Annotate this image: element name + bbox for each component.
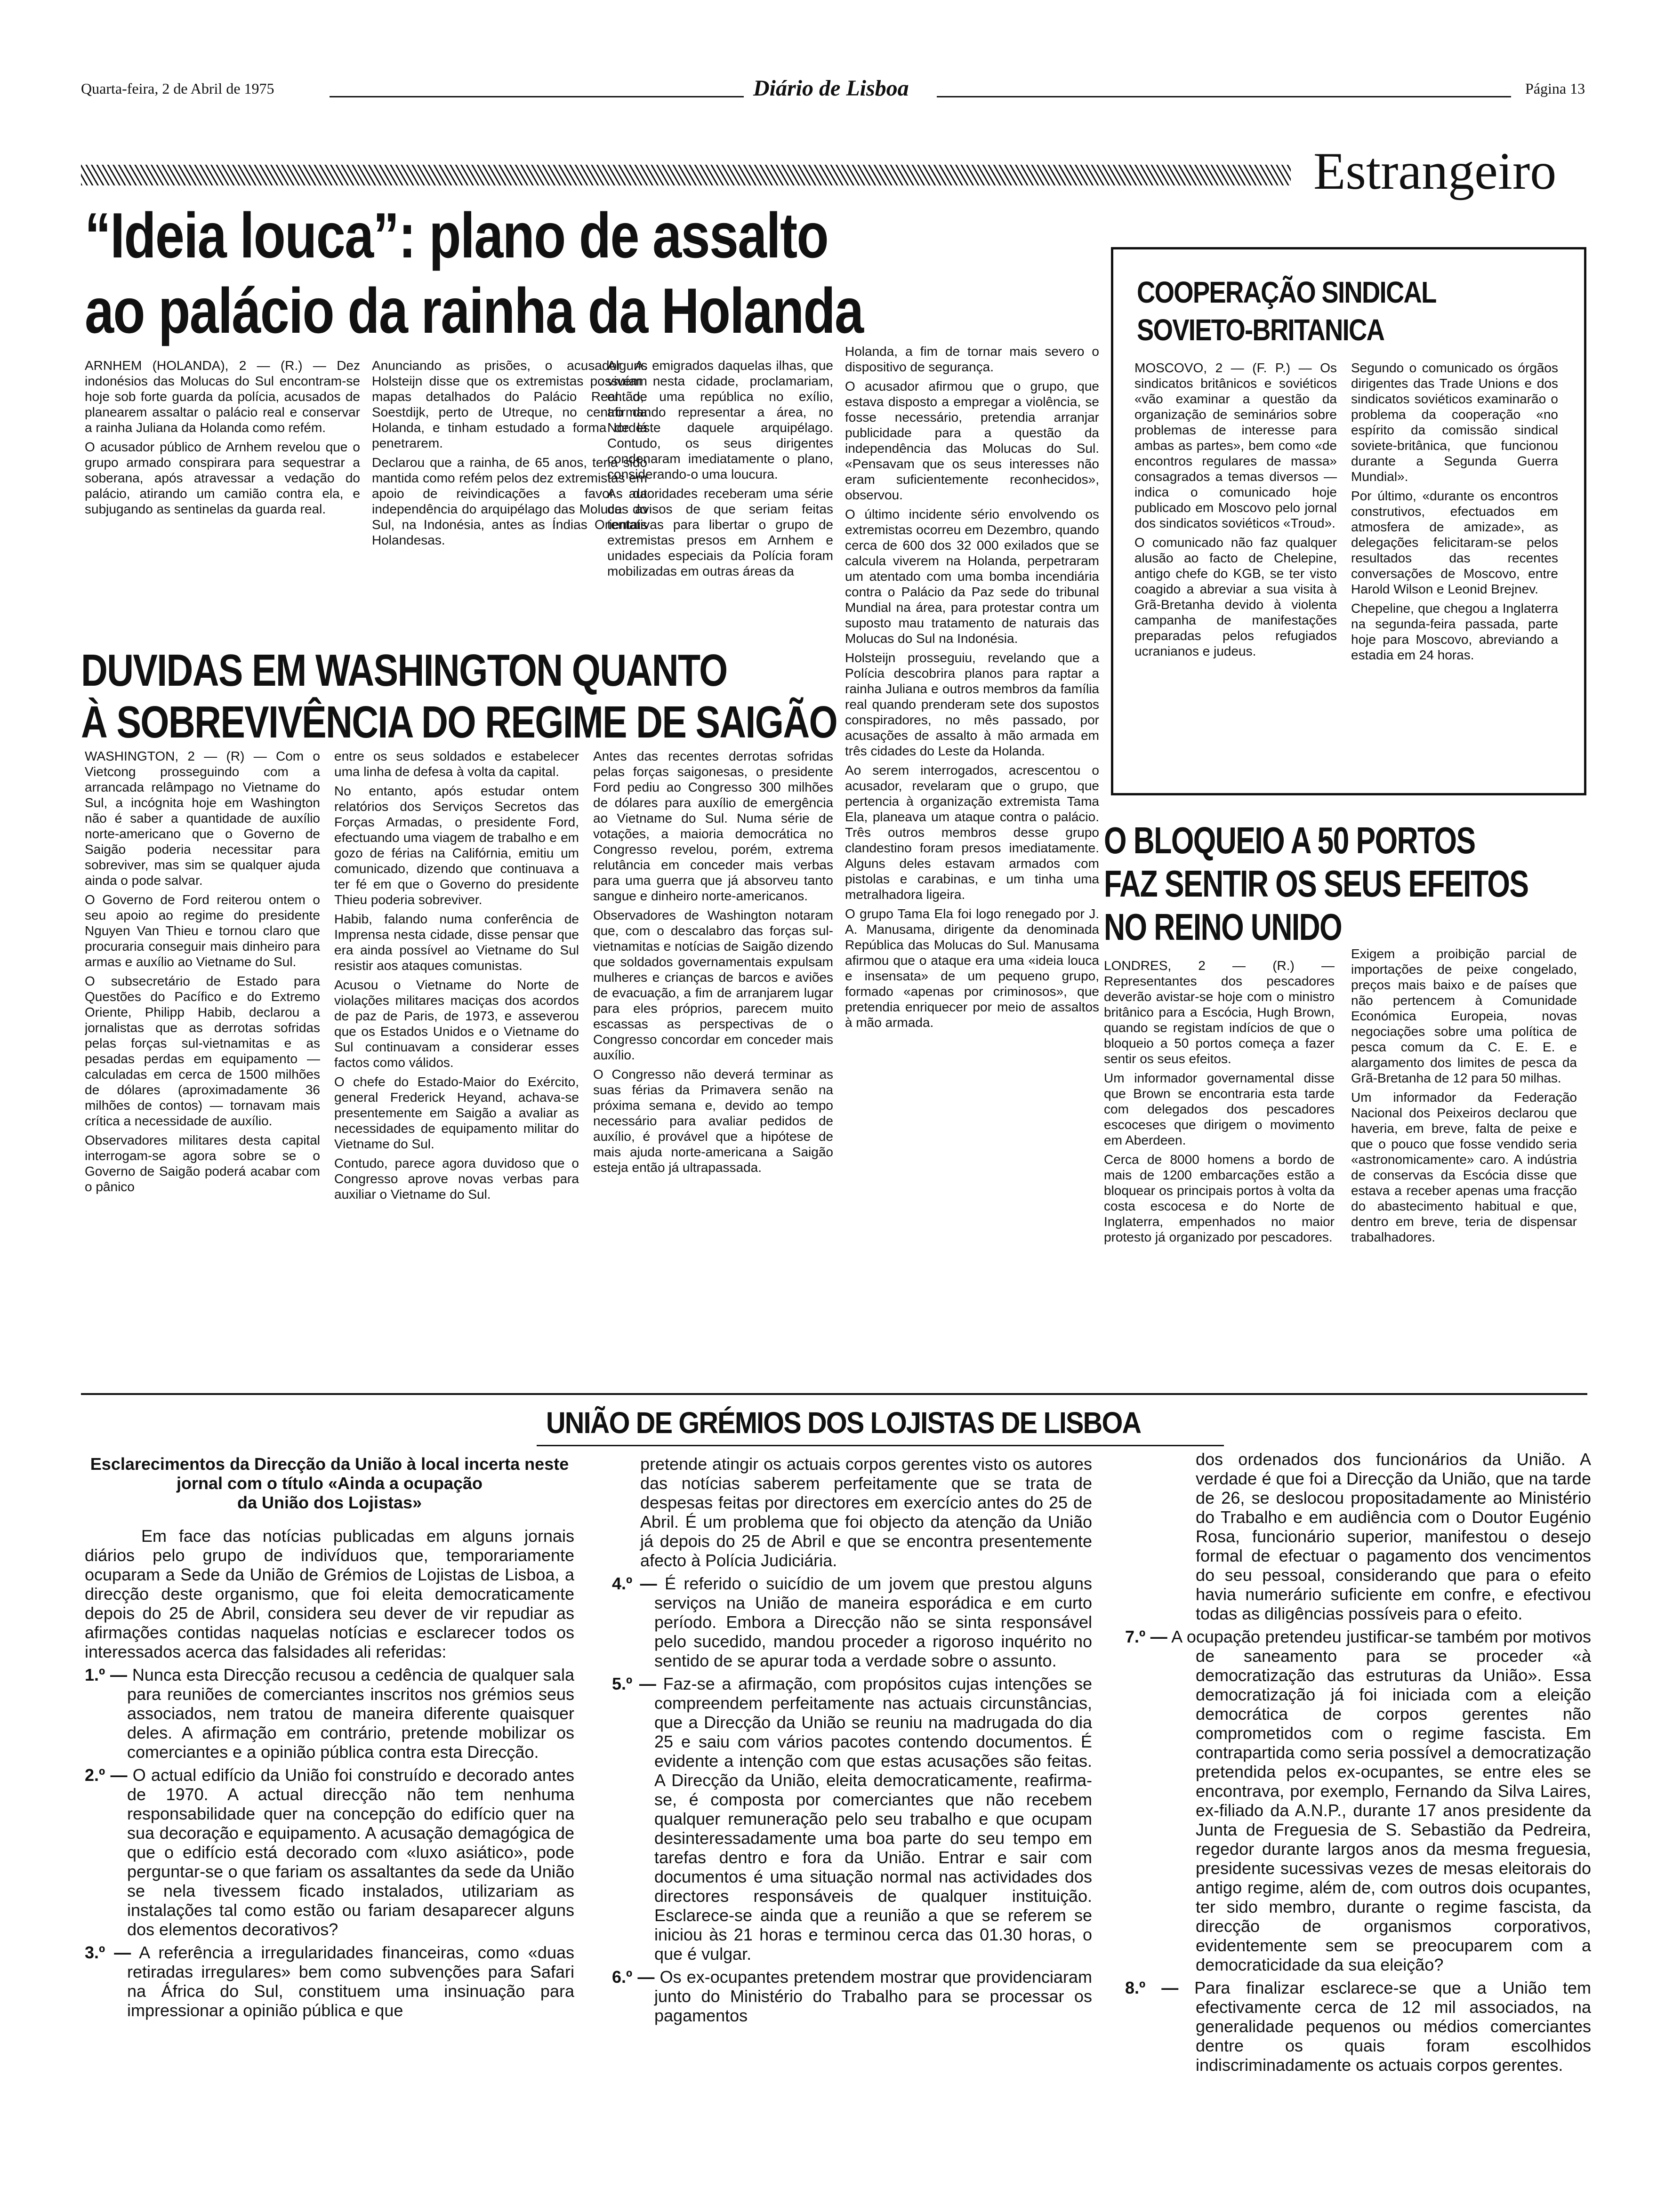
point-number: 3.º — xyxy=(85,1943,131,1962)
continuation-paragraph: dos ordenados dos funcionários da União. A verdade é que foi a Direcção da União, que na tarde de 26, se deslocou propositadamente ao Ministério do Trabalho e em audiência com o Doutor Eugénio Rosa, funcionário superior, manifestou o desejo formal de efectuar o pagamento dos vencimentos do seu pessoal, considerando que para o efeito havia numerário suficiente em confre, e efectivou todas as diligências possíveis para o efeito. xyxy=(1196,1450,1591,1623)
point-text: O actual edifício da União foi construído e decorado antes de 1970. A actual direcção não tem nenhuma responsabilidade quer na concepção do edifício quer na sua decoração e equipamento. A acusação demagógica de que o edifício está decorado com «luxo asiático», pode perguntar-se o que fariam os assaltantes da sede da União se nela tivessem ficado instalados, utilizariam as instalações tal como estão ou fariam desaparecer alguns dos elementos decorativos? xyxy=(127,1765,574,1939)
point-text: Nunca esta Direcção recusou a cedência de qualquer sala para reuniões de comerciantes inscritos nos grémios seus associados, nem tratou de maneira diferente quaisquer deles. A afirmação em contrário, pretende mobilizar os comerciantes e a opinião pública contra esta Direcção. xyxy=(127,1665,574,1762)
point-number: 4.º — xyxy=(612,1574,657,1593)
point-3 xyxy=(85,1943,574,2020)
headline-line-1: DUVIDAS EM WASHINGTON QUANTO xyxy=(81,645,727,696)
article-3-column-1 xyxy=(1134,360,1337,784)
point-7 xyxy=(1125,1627,1591,1974)
section-hatch-bar xyxy=(81,165,1291,185)
point-8 xyxy=(1125,1978,1591,2075)
point-number: 7.º — xyxy=(1125,1627,1167,1646)
article-5-column-1 xyxy=(85,1454,574,2207)
paragraph: Holsteijn prosseguiu, revelando que a Polícia descobrira planos para raptar a rainha Juliana e outros membros da família real quando prenderam sete dos supostos conspiradores, no mês passado, por acusações de assalto à mão armada em três cidades do Leste da Holanda. xyxy=(845,650,1099,758)
paragraph: Anunciando as prisões, o acusador A. Holsteijn disse que os extremistas possuíam mapas detalhados do Palácio Real de Soestdijk, perto de Utreque, no centro da Holanda, e tinham estudado a forma de lá penetrarem. xyxy=(372,358,647,450)
point-number: 2.º — xyxy=(85,1765,128,1785)
paragraph: ARNHEM (HOLANDA), 2 — (R.) — Dez indonésios das Molucas do Sul encontram-se hoje sob forte guarda da polícia, acusados de planearem assaltar o palácio real e conservar a rainha Juliana da Holanda como refém. xyxy=(85,358,360,435)
article-1-headline xyxy=(85,198,1111,348)
subheading-line-1: Esclarecimentos da Direcção da União à local incerta neste jornal com o título «Ainda a ocupação xyxy=(90,1454,569,1493)
subheading-line-2: da União dos Lojistas» xyxy=(237,1493,422,1512)
paragraph: Por último, «durante os encontros construtivos, efectuados em atmosfera de amizade», as delegações felicitaram-se pelos resultados das recentes conversações de Moscovo, entre Harold Wilson e Leonid Brejnev. xyxy=(1351,489,1558,596)
point-text: A ocupação pretendeu justificar-se também por motivos de saneamento para se proceder «à democratização das estruturas da União». Essa democratização já foi iniciada com a eleição democrática de corpos gerentes não comprometidos com o regime fascista. Em contrapartida como seria possível a democratização pretendida pelos ex-ocupantes, se entre eles se encontrava, por exemplo, Fernando da Silva Laires, ex-filiado da A.N.P., durante 17 anos presidente da Junta de Freguesia de S. Sebastião da Pedreira, regedor durante largos anos da mesma freguesia, presidente sucessivas vezes de mesas eleitorais do antigo regime, além de, com outros dois ocupantes, ter sido membro, durante o regime fascista, da direcção de organismos corporativos, evidentemente sem se preocuparem com a democraticidade da sua eleição? xyxy=(1171,1627,1591,1974)
point-text: Para finalizar esclarece-se que a União tem efectivamente cerca de 12 mil associados, na generalidade pequenos ou médios comerciantes dentre os quais foram escolhidos indiscriminadamente os actuais corpos gerentes. xyxy=(1194,1978,1591,2075)
article-2-column-3 xyxy=(593,748,833,1398)
header-rule-left xyxy=(330,96,744,97)
paragraph: Antes das recentes derrotas sofridas pelas forças saigonesas, o presidente Ford pediu ao Congresso 300 milhões de dólares para auxílio de emergência ao Vietname do Sul. Numa série de votações, a maioria democrática no Congresso revelou, porém, extrema relutância em conceder mais verbas para uma guerra que já absorveu tanto sangue e dinheiro norte-americanos. xyxy=(593,749,833,903)
paragraph: Acusou o Vietname do Norte de violações militares maciças dos acordos de paz de Paris, de 1973, e asseverou que os Estados Unidos e o Vietname do Sul continuavam a considerar esses factos como válidos. xyxy=(334,978,579,1070)
paragraph: O acusador afirmou que o grupo, que estava disposto a empregar a violência, se fosse necessário, pretendia arranjar publicidade para a questão da independência das Molucas do Sul. «Pensavam que os seus interesses não eram suficientemente reconhecidos», observou. xyxy=(845,379,1099,502)
paragraph: Um informador da Federação Nacional dos Peixeiros declarou que haveria, em breve, falta de peixe e que o pouco que fosse vendido seria «astronomicamente» caro. A indústria de conservas da Escócia disse que estava a receber apenas uma fracção do abastecimento habitual e que, dentro em breve, teria de dispensar trabalhadores. xyxy=(1351,1090,1577,1244)
point-text: É referido o suicídio de um jovem que prestou alguns serviços na União de maneira esporádica e em curto período. Embora a Direcção não se sinta responsável pelo sucedido, mandou proceder a rigoroso inquérito no sentido de se apurar toda a verdade sobre o assunto. xyxy=(654,1574,1092,1670)
article-4-column-2 xyxy=(1351,946,1577,1393)
box-headline-line-2: SOVIETO-BRITANICA xyxy=(1137,313,1384,347)
point-text: A referência a irregularidades financeiras, como «duas retiradas irregulares» bem como subvenções para Safari na África do Sul, constituem uma insinuação para impressionar a opinião pública e que xyxy=(127,1943,574,2020)
article-3-box xyxy=(1111,247,1586,795)
section-label: Estrangeiro xyxy=(1313,142,1557,200)
paragraph: O acusador público de Arnhem revelou que o grupo armado conspirara para sequestrar a soberana, após atravessar a vedação do palácio, atirando um camião contra ela, e subjugando as sentinelas da guarda real. xyxy=(85,440,360,516)
article-3-column-2 xyxy=(1351,360,1558,784)
point-number: 8.º — xyxy=(1125,1978,1179,1997)
paragraph: As autoridades receberam uma série de avisos de que seriam feitas tentativas para libertar o grupo de extremistas presos em Arnhem e unidades especiais da Polícia foram mobilizadas em outras áreas da xyxy=(607,486,833,578)
subheading xyxy=(85,1454,574,1512)
paragraph: O grupo Tama Ela foi logo renegado por J. A. Manusama, dirigente da denominada República das Molucas do Sul. Manusama afirmou que o ataque era uma «ideia louca e insensata» de um pequeno grupo, formado «apenas por criminosos», que pretendia enriquecer por meio de assaltos à mão armada. xyxy=(845,906,1099,1030)
header-rule-right xyxy=(937,96,1511,97)
point-1 xyxy=(85,1665,574,1762)
paragraph: Contudo, parece agora duvidoso que o Congresso aprove novas verbas para auxiliar o Vietname do Sul. xyxy=(334,1156,579,1202)
paragraph: LONDRES, 2 — (R.) — Representantes dos pescadores deverão avistar-se hoje com o ministro britânico para a Escócia, Hugh Brown, quando se registam indícios de que o bloqueio a 50 portos começa a fazer sentir os seus efeitos. xyxy=(1104,958,1335,1066)
point-text: Faz-se a afirmação, com propósitos cujas intenções se compreendem perfeitamente nas actuais circunstâncias, que a Direcção da União se reuniu na madrugada do dia 25 e saiu com vários pacotes contendo documentos. É evidente a intenção com que estas acusações são feitas. A Direcção da União, eleita democraticamente, reafirma-se, é composta por comerciantes que não recebem qualquer remuneração pelo seu trabalho e que ocupam desinteressadamente uma boa parte do seu tempo em tarefas dentro e fora da União. Entrar e sair com documentos é uma situação normal nas actividades dos directores responsáveis de qualquer instituição. Esclarece-se ainda que a reunião a que se referem se iniciou às 21 horas e terminou cerca das 01.30 horas, o que é vulgar. xyxy=(654,1674,1092,1964)
paper-name: Diário de Lisboa xyxy=(753,76,909,101)
paragraph: Um informador governamental disse que Brown se encontraria esta tarde com delegados dos pescadores escoceses que dirigem o movimento em Aberdeen. xyxy=(1104,1071,1335,1147)
paragraph: Exigem a proibição parcial de importações de peixe congelado, preços mais baixo e de países que não pertencem à Comunidade Económica Europeia, novas negociações sobre uma política de pesca comum da C. E. E. e alargamento dos limites de pesca da Grã-Bretanha de 12 para 50 milhas. xyxy=(1351,946,1577,1085)
point-number: 1.º — xyxy=(85,1665,127,1684)
paragraph: Cerca de 8000 homens a bordo de mais de 1200 embarcações estão a bloquear os principais portos à volta da costa escocesa e do Norte de Inglaterra, empenhados no maior protesto já organizado por pescadores. xyxy=(1104,1152,1335,1244)
point-6 xyxy=(612,1967,1092,2025)
headline-line-2: À SOBREVIVÊNCIA DO REGIME DE SAIGÃO xyxy=(81,697,837,747)
point-4 xyxy=(612,1574,1092,1670)
article-1-column-3 xyxy=(607,358,833,668)
headline-line-2: FAZ SENTIR OS SEUS EFEITOS xyxy=(1104,863,1528,905)
headline-line-3: NO REINO UNIDO xyxy=(1104,906,1342,948)
box-headline-line-1: COOPERAÇÃO SINDICAL xyxy=(1137,275,1436,309)
article-1-column-4 xyxy=(845,344,1099,1379)
paragraph: Alguns emigrados daquelas ilhas, que vivem nesta cidade, proclamariam, então, uma república no exílio, afirmando representar a área, no Nordeste daquele arquipélago. Contudo, os seus dirigentes condenaram imediatamente o plano, considerando-o uma loucura. xyxy=(607,358,833,481)
point-2 xyxy=(85,1765,574,1939)
paragraph: O último incidente sério envolvendo os extremistas ocorreu em Dezembro, quando cerca de 600 dos 32 000 exilados que se calcula viverem na Holanda, perpetraram um atentado com uma bomba incendiária contra o Palácio da Paz sede do tribunal Mundial na área, para protestar contra um suposto mau tratamento de naturais das Molucas do Sul na Indonésia. xyxy=(845,507,1099,646)
article-1-column-1 xyxy=(85,358,360,668)
article-5-rule xyxy=(537,1445,1224,1446)
header-date: Quarta-feira, 2 de Abril de 1975 xyxy=(81,80,274,97)
paragraph: entre os seus soldados e estabelecer uma linha de defesa à volta da capital. xyxy=(334,749,579,779)
article-5-column-3 xyxy=(1125,1450,1591,2207)
paragraph: O subsecretário de Estado para Questões do Pacífico e do Extremo Oriente, Philipp Habib, declarou a jornalistas que as derrotas sofridas pelas forças sul-vietnamitas e as pesadas perdas em equipamento — calculadas em cerca de 1500 milhões de dólares (aproximadamente 36 milhões de contos) — tornavam mais crítica a necessidade de auxílio. xyxy=(85,974,320,1128)
paragraph: MOSCOVO, 2 — (F. P.) — Os sindicatos britânicos e soviéticos «vão examinar a questão da organização de seminários sobre problemas de interesse para ambas as partes», bem como «de encontros regulares de massa» consagrados a temas diversos — indica o comunicado hoje publicado em Moscovo pelo jornal dos sindicatos soviéticos «Troud». xyxy=(1134,361,1337,530)
page-number: Página 13 xyxy=(1525,80,1585,97)
article-1-column-2 xyxy=(372,358,647,668)
paragraph: Chepeline, que chegou a Inglaterra na segunda-feira passada, parte hoje para Moscovo, abreviando a estadia em 24 horas. xyxy=(1351,601,1558,662)
headline-line-2: ao palácio da rainha da Holanda xyxy=(85,275,863,346)
headline-line-1: O BLOQUEIO A 50 PORTOS xyxy=(1104,819,1475,861)
article-5-column-2 xyxy=(612,1454,1092,2207)
paragraph: O chefe do Estado-Maior do Exército, general Frederick Heyand, achava-se presentemente em Saigão a avaliar as necessidades de equipamento militar do Vietname do Sul. xyxy=(334,1074,579,1151)
article-2-headline xyxy=(81,645,837,748)
point-5 xyxy=(612,1674,1092,1964)
article-2-column-1 xyxy=(85,748,320,1398)
point-text: Os ex-ocupantes pretendem mostrar que providenciaram junto do Ministério do Trabalho para se processar os pagamentos xyxy=(654,1967,1092,2025)
point-number: 6.º — xyxy=(612,1967,655,1987)
paragraph: O Governo de Ford reiterou ontem o seu apoio ao regime do presidente Nguyen Van Thieu e tornou claro que procuraria conseguir mais dinheiro para armas e auxílio ao Vietname do Sul. xyxy=(85,892,320,969)
article-4-column-1 xyxy=(1104,958,1335,1405)
continuation-paragraph: pretende atingir os actuais corpos gerentes visto os autores das notícias saberem perfeitamente que se trata de despesas feitas por directores em exercício antes do 25 de Abril. É um problema que foi objecto da atenção da União já depois do 25 de Abril e que se encontra presentemente afecto à Polícia Judiciária. xyxy=(640,1454,1092,1570)
paragraph: O Congresso não deverá terminar as suas férias da Primavera senão na próxima semana e, devido ao tempo necessário para avaliar pedidos de auxílio, é provável que a hipótese de mais ajuda norte-americana a Saigão esteja então já ultrapassada. xyxy=(593,1067,833,1175)
paragraph: Habib, falando numa conferência de Imprensa nesta cidade, disse pensar que era ainda possível ao Vietname do Sul resistir aos ataques comunistas. xyxy=(334,912,579,973)
paragraph: No entanto, após estudar ontem relatórios dos Serviços Secretos das Forças Armadas, o presidente Ford, efectuando uma viagem de trabalho e em gozo de férias na Califórnia, emitiu um comunicado, dizendo que continuava a ter fé em que o Governo do presidente Thieu poderia sobreviver. xyxy=(334,784,579,907)
paragraph: O comunicado não faz qualquer alusão ao facto de Chelepine, antigo chefe do KGB, se ter visto coagido a abreviar a sua visita à Grã-Bretanha devido à violenta campanha de manifestações preparadas pelos refugiados ucranianos e judeus. xyxy=(1134,535,1337,658)
intro-paragraph: Em face das notícias publicadas em alguns jornais diários pelo grupo de indivíduos que, temporariamente ocuparam a Sede da União de Grémios de Lojistas de Lisboa, a direcção deste organismo, que foi eleita democraticamente depois do 25 de Abril, considera seu dever de vir repudiar as afirmações contidas naquelas notícias e esclarecer todos os interessados acerca das falsidades ali referidas: xyxy=(85,1526,574,1661)
section-divider xyxy=(81,1393,1587,1395)
paragraph: Segundo o comunicado os órgãos dirigentes das Trade Unions e dos sindicatos soviéticos examinarão o problema da cooperação «no espírito da comissão sindical soviete-britânica, que funcionou durante a Segunda Guerra Mundial». xyxy=(1351,361,1558,484)
headline-line-1: “Ideia louca”: plano de assalto xyxy=(85,200,828,271)
page-header xyxy=(0,0,1657,122)
paragraph: WASHINGTON, 2 — (R) — Com o Vietcong prosseguindo com a arrancada relâmpago no Vietname do Sul, a incógnita hoje em Washington não é saber a quantidade de auxílio norte-americano que o Governo de Saigão poderia necessitar para sobreviver, mas sim se qualquer ajuda ainda o pode salvar. xyxy=(85,749,320,888)
paragraph: Holanda, a fim de tornar mais severo o dispositivo de segurança. xyxy=(845,344,1099,374)
paragraph: Ao serem interrogados, acrescentou o acusador, revelaram que o grupo, que pertencia à organização extremista Tama Ela, planeava um ataque contra o palácio. Três outros membros desse grupo clandestino foram presos imediatamente. Alguns deles estavam armados com pistolas e carabinas, e um tinha uma metralhadora ligeira. xyxy=(845,763,1099,902)
article-5-banner: UNIÃO DE GRÉMIOS DOS LOJISTAS DE LISBOA xyxy=(546,1406,1141,1440)
paragraph: Observadores de Washington notaram que, com o descalabro das forças sul-vietnamitas e notícias de Saigão dizendo que soldados governamentais expulsam mulheres e crianças de barcos e aviões de evacuação, a fim de arranjarem lugar para eles próprios, parecem muito escassas as perspectivas de o Congresso concordar em conceder mais auxílio. xyxy=(593,908,833,1062)
paragraph: Observadores militares desta capital interrogam-se agora sobre se o Governo de Saigão poderá acabar com o pânico xyxy=(85,1133,320,1194)
paragraph: Declarou que a rainha, de 65 anos, teria sido mantida como refém pelos dez extremistas em apoio de reivindicações a favor da independência do arquipélago das Molucas do Sul, na Indonésia, antes as Índias Orientais Holandesas. xyxy=(372,455,647,547)
article-2-column-2 xyxy=(334,748,579,1398)
point-number: 5.º — xyxy=(612,1674,656,1693)
article-4-headline xyxy=(1104,819,1575,949)
